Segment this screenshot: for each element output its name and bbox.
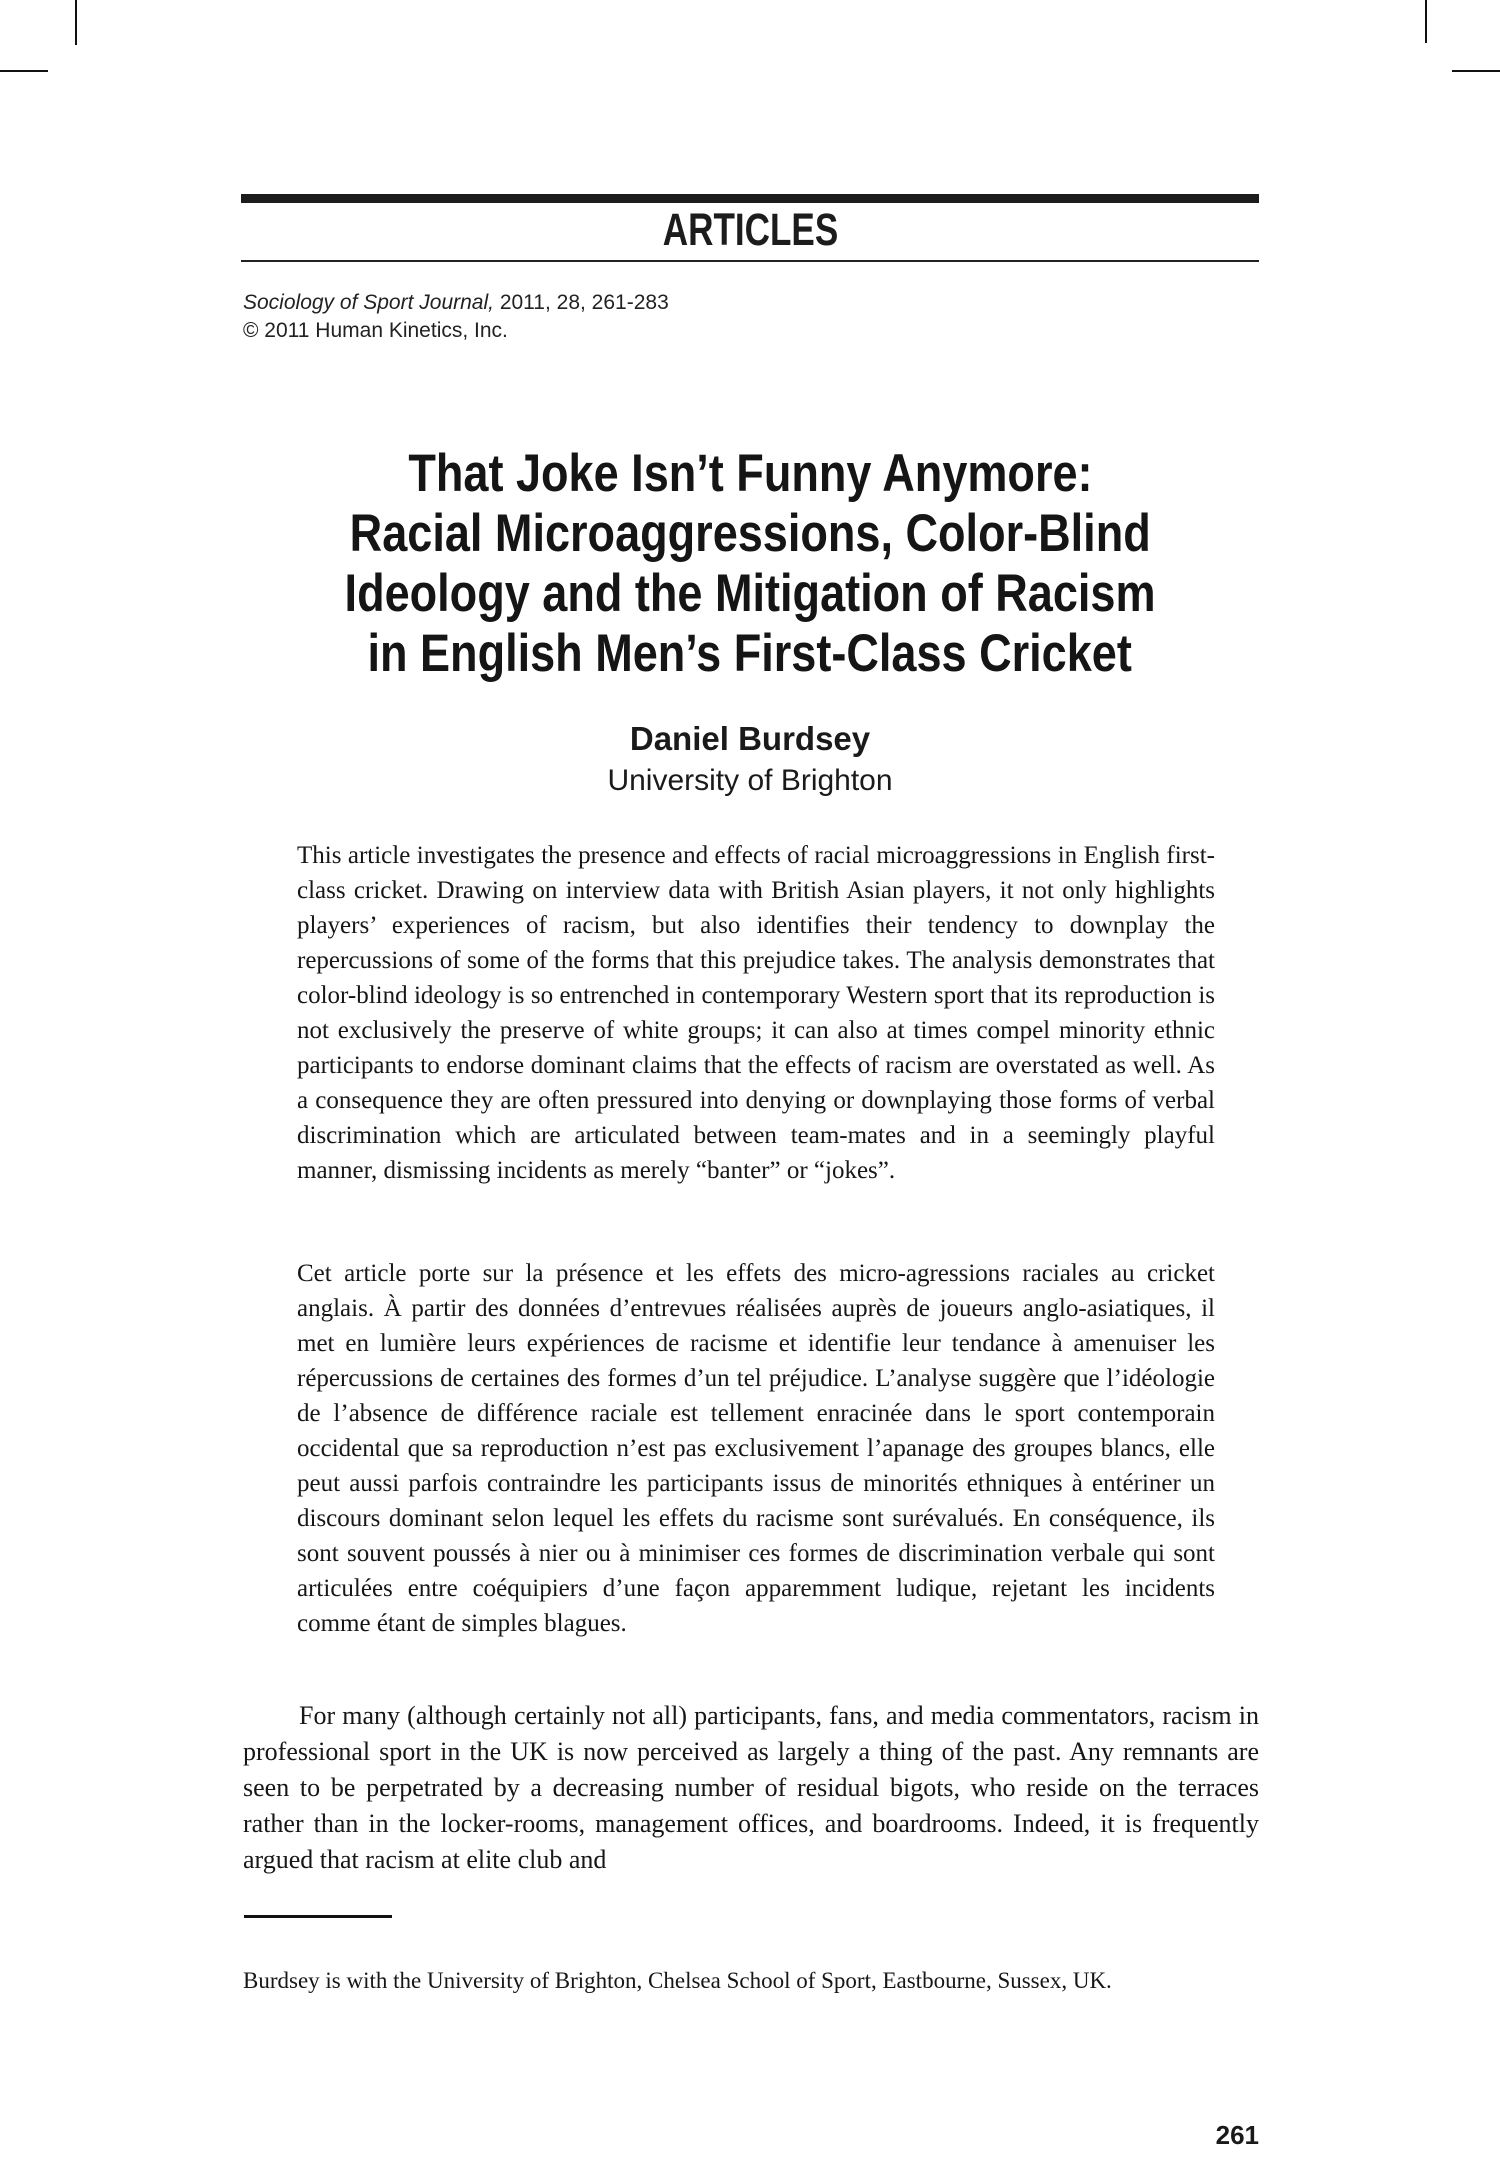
body-paragraph: For many (although certainly not all) participants, fans, and media commentators, racism in professional sport in the UK is now perceived as largely a thing of the past. Any remnants are seen to be perpetrated by a decreasing number of residual bigots, who reside on the terraces rather than in the locker-rooms, management offices, and boardrooms. Indeed, it is frequently argued that racism at elite club and (243, 1701, 1259, 1874)
section-header-text: ARTICLES (662, 204, 838, 255)
journal-name: Sociology of Sport Journal, (243, 291, 494, 314)
article-title (241, 444, 1259, 684)
crop-mark-top-left-horizontal (0, 70, 48, 72)
title-line-4: in English Men’s First-Class Cricket (367, 624, 1133, 683)
section-header-label (241, 204, 1259, 256)
title-line-1: That Joke Isn’t Funny Anymore: (407, 444, 1093, 503)
journal-citation-line (243, 289, 669, 317)
crop-mark-top-left-vertical (75, 0, 77, 45)
journal-issue-pages: 2011, 28, 261-283 (493, 291, 669, 314)
copyright-line: © 2011 Human Kinetics, Inc. (243, 319, 508, 342)
journal-citation-block (243, 289, 669, 345)
crop-mark-top-right-vertical (1425, 0, 1427, 43)
page-number: 261 (1215, 2120, 1259, 2150)
section-header-thick-rule (241, 194, 1259, 203)
author-name: Daniel Burdsey (629, 720, 871, 757)
crop-mark-top-right-horizontal (1452, 70, 1500, 72)
title-line-3: Ideology and the Mitigation of Racism (344, 564, 1156, 623)
footnote-text: Burdsey is with the University of Brighton, Chelsea School of Sport, Eastbourne, Sussex, UK. (243, 1968, 1112, 1993)
abstract-english: This article investigates the presence and effects of racial microaggressions in English first-class cricket. Drawing on interview data with British Asian players, it not only highlights players’ experiences of racism, but also identifies their tendency to downplay the repercussions of some of the forms that this prejudice takes. The analysis demonstrates that color-blind ideology is so entrenched in contemporary Western sport that its reproduction is not exclusively the preserve of white groups; it can also at times compel minority ethnic participants to endorse dominant claims that the effects of racism are overstated as well. As a consequence they are often pressured into denying or downplaying those forms of verbal discrimination which are articulated between team-mates and in a seemingly playful manner, dismissing incidents as merely “banter” or “jokes”. (297, 842, 1215, 1184)
title-line-2: Racial Microaggressions, Color-Blind (349, 504, 1151, 563)
abstract-french: Cet article porte sur la présence et les effets des micro-agressions raciales au cricket anglais. À partir des données d’entrevues réalisées auprès de joueurs anglo-asiatiques, il met en lumière leurs expériences de racisme et identifie leur tendance à amenuiser les répercussions de certaines des formes d’un tel préjudice. L’analyse suggère que l’idéologie de l’absence de différence raciale est tellement enracinée dans le sport contemporain occidental que sa reproduction n’est pas exclusivement l’apanage des groupes blancs, elle peut aussi parfois contraindre les participants issus de minorités ethniques à entériner un discours dominant selon lequel les effets du racisme sont surévalués. En conséquence, ils sont souvent poussés à nier ou à minimiser ces formes de discrimination verbale qui sont articulées entre coéquipiers d’une façon apparemment ludique, rejetant les incidents comme étant de simples blagues. (297, 1260, 1215, 1637)
footnote-rule (244, 1915, 392, 1918)
author-affiliation: University of Brighton (607, 764, 893, 797)
section-header-thin-rule (241, 260, 1259, 262)
